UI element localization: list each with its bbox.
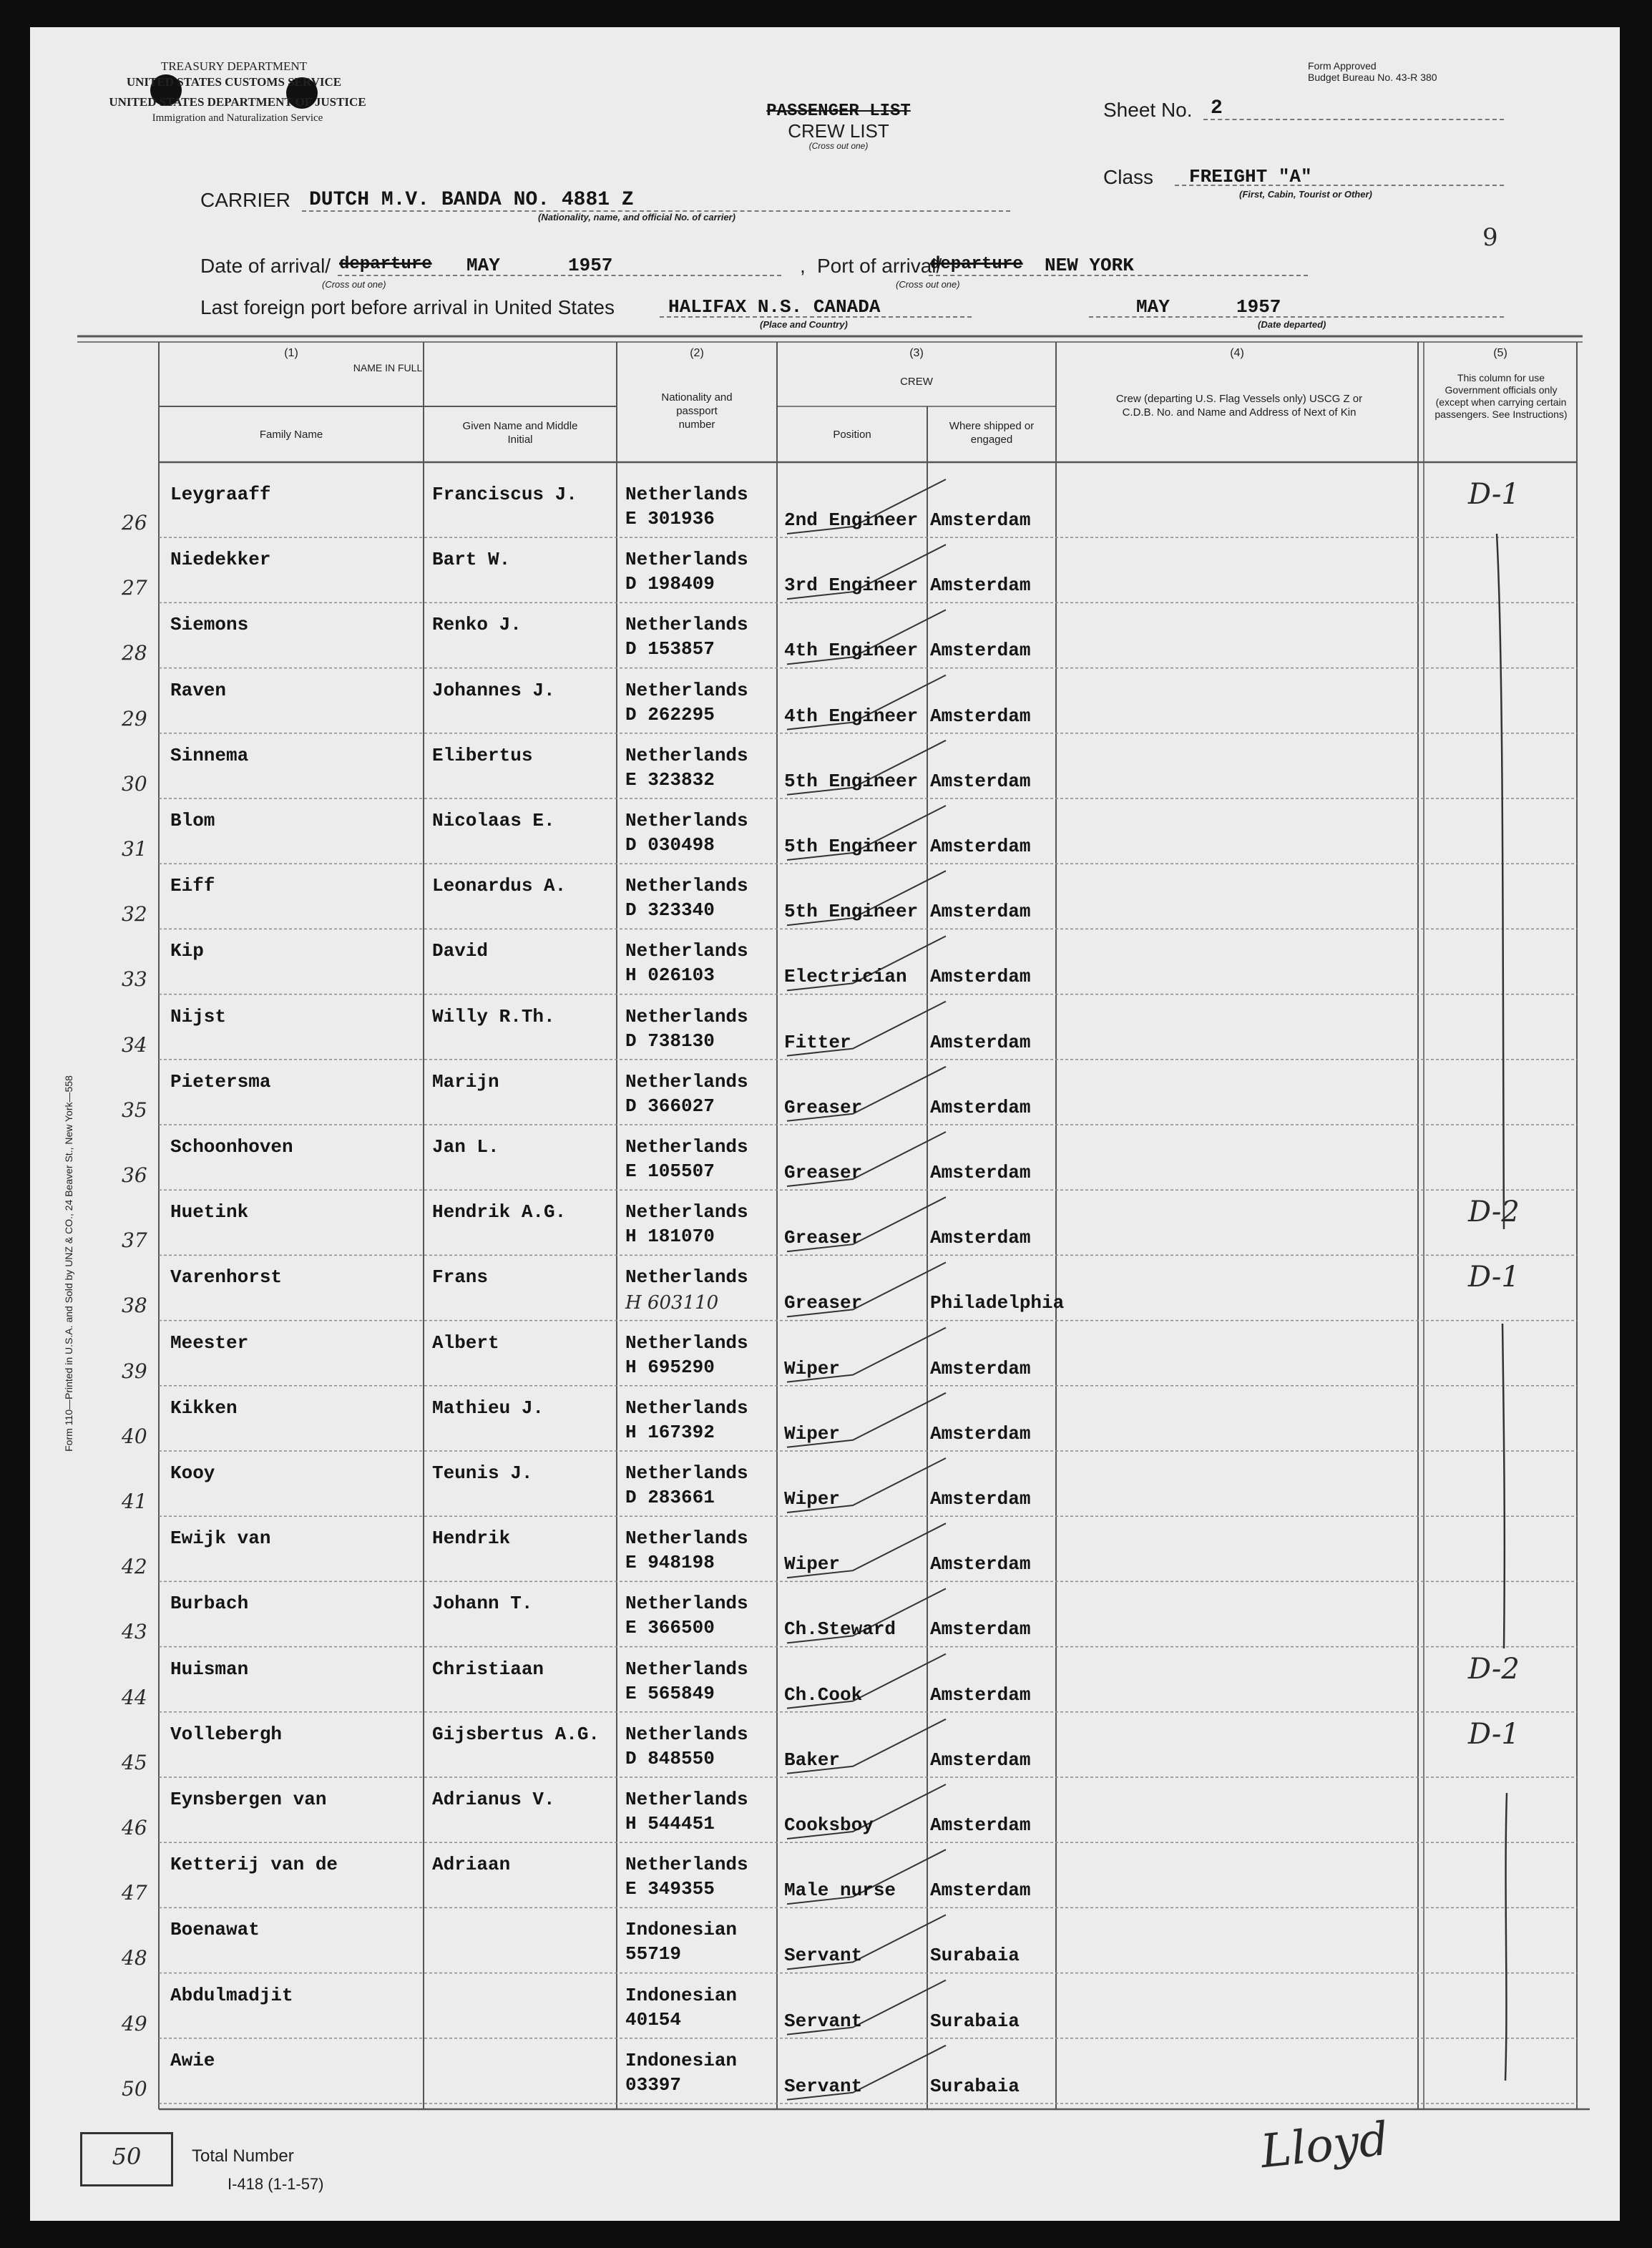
position-header: Position [833,429,871,441]
crew-position: Greaser [784,1227,863,1249]
family-name: Sinnema [170,744,249,766]
family-name: Leygraaff [170,484,271,505]
family-name: Ketterij van de [170,1854,338,1876]
crew-position: 5th Engineer [784,836,919,857]
row-number: 30 [122,771,147,796]
port-value: NEW YORK [1045,255,1134,276]
crew-position: 5th Engineer [784,770,919,792]
comma: , [800,255,806,277]
nationality: Netherlands [625,1331,748,1354]
side-imprint: Form 110—Printed in U.S.A. and Sold by UNZ & CO., 24 Beaver St., New York—558 [63,1075,74,1452]
passport-number: E 301936 [625,508,715,529]
given-name: Bart W. [432,549,511,571]
where-shipped: Amsterdam [930,1749,1031,1771]
crew-position: Servant [784,1945,863,1967]
nationality: Indonesian [625,1919,738,1941]
row-number: 38 [122,1294,147,1318]
passport-number: E 323832 [625,768,715,791]
family-name: Ewijk van [170,1528,271,1550]
family-name: Nijst [170,1005,227,1027]
nationality: Netherlands [625,1005,748,1027]
where-shipped: Surabaia [930,1945,1020,1967]
where-shipped: Amsterdam [930,1618,1031,1641]
crew-position: Ch.Steward [784,1618,896,1641]
col-1-header [159,346,617,375]
given-name: Renko J. [432,614,522,636]
given-name: Mathieu J. [432,1397,544,1419]
given-header: Given Name and Middle Initial [462,420,578,446]
total-box [80,2132,173,2186]
nationality: Netherlands [625,1070,748,1093]
family-name: Blom [170,810,215,831]
nationality: Indonesian [625,2049,738,2071]
crew-position: Greaser [784,1096,863,1118]
nationality: Netherlands [625,1789,748,1810]
passport-number: 55719 [625,1943,682,1965]
passport-number: H 603110 [625,1292,719,1314]
official-mark: D-2 [1468,1196,1520,1229]
crew-position: Servant [784,2075,863,2097]
crew-position: 4th Engineer [784,640,919,662]
departed-year: 1957 [1236,296,1281,318]
arrival-label: Date of arrival/ [200,255,331,277]
row-number: 33 [122,967,147,992]
col-4-num: (4) [1230,347,1244,359]
col-5-header: This column for use Government officials only (except when carrying certain passengers. See Instructions) [1434,372,1568,420]
crew-position: Wiper [784,1422,841,1445]
row-number: 44 [122,1685,147,1709]
port-label: Port of arrival/ [817,255,942,277]
where-shipped: Amsterdam [930,705,1031,727]
row-number: 36 [122,1163,147,1187]
row-number: 48 [122,1946,147,1970]
passport-number: D 323340 [625,899,715,922]
nationality: Netherlands [625,1723,748,1745]
port-note: (Cross out one) [896,279,960,290]
passport-number: E 105507 [625,1160,715,1182]
given-name: Johann T. [432,1593,533,1615]
row-number: 42 [122,1555,147,1579]
crew-position: 3rd Engineer [784,575,919,597]
title-note: (Cross out one) [808,141,869,151]
crew-position: Baker [784,1749,841,1771]
carrier-label: CARRIER [200,189,291,211]
nationality: Netherlands [625,549,748,571]
family-name: Boenawat [170,1919,260,1941]
carrier-value: DUTCH M.V. BANDA NO. 4881 Z [309,189,634,211]
family-name: Meester [170,1331,249,1354]
family-name: Vollebergh [170,1723,283,1745]
given-name: Johannes J. [432,679,555,701]
where-shipped: Amsterdam [930,836,1031,857]
where-shipped: Amsterdam [930,1488,1031,1510]
row-number: 27 [122,576,147,600]
crew-position: 4th Engineer [784,705,919,727]
given-name: Gijsbertus A.G. [432,1723,600,1745]
agency-line: TREASURY DEPARTMENT [160,59,308,73]
where-shipped: Amsterdam [930,770,1031,792]
nationality: Indonesian [625,1984,738,2006]
row-number: 32 [122,902,147,927]
given-name: Willy R.Th. [432,1005,555,1027]
passport-number: 40154 [625,2008,682,2030]
where-shipped: Amsterdam [930,640,1031,662]
nationality: Netherlands [625,744,748,766]
where-shipped: Amsterdam [930,1227,1031,1249]
crossed-title: PASSENGER LIST [766,102,911,121]
shipped-header: Where shipped or engaged [949,420,1035,446]
nationality: Netherlands [625,1397,748,1419]
row-number: 47 [122,1881,147,1905]
row-number: 26 [122,511,147,534]
nationality: Netherlands [625,1593,748,1615]
passport-number: D 283661 [625,1487,715,1508]
row-number: 49 [122,2011,147,2036]
passport-number: H 544451 [625,1813,715,1834]
given-name: Albert [432,1331,499,1354]
passport-number: D 198409 [625,573,715,595]
crew-position: Cooksboy [784,1814,874,1836]
family-name: Varenhorst [170,1266,283,1289]
col-2-num: (2) [690,347,704,359]
crew-position: Wiper [784,1357,841,1379]
row-number: 37 [122,1228,147,1253]
given-name: Elibertus [432,744,533,766]
family-name: Kikken [170,1397,238,1419]
passport-number: D 262295 [625,703,715,725]
row-number: 34 [122,1032,147,1057]
col-4-header: Crew (departing U.S. Flag Vessels only) USCG Z or C.D.B. No. and Name and Address of Next of Kin [1115,393,1363,419]
nationality: Netherlands [625,940,748,962]
family-name: Eynsbergen van [170,1789,327,1810]
sheet-value: 2 [1211,97,1223,119]
where-shipped: Amsterdam [930,509,1031,531]
family-name: Huetink [170,1201,249,1223]
passport-number: H 167392 [625,1421,715,1443]
row-number: 28 [122,641,147,665]
passport-number: D 848550 [625,1747,715,1769]
passport-number: H 026103 [625,964,715,987]
where-shipped: Amsterdam [930,1031,1031,1053]
class-value: FREIGHT "A" [1189,166,1312,187]
agency-line: Immigration and Naturalization Service [152,112,323,124]
given-name: Teunis J. [432,1462,533,1484]
form-number: I-418 (1-1-57) [228,2175,324,2193]
passport-number: E 948198 [625,1552,715,1574]
given-name: Nicolaas E. [432,810,555,831]
title-text: CREW LIST [788,120,889,142]
where-shipped: Surabaia [930,2075,1020,2097]
where-shipped: Amsterdam [930,575,1031,597]
agency-line: UNITED STATES DEPARTMENT OF JUSTICE [109,95,366,109]
row-number: 41 [122,1490,147,1513]
row-number: 50 [122,2076,147,2101]
passport-number: D 030498 [625,834,715,856]
lastport-note: (Place and Country) [760,319,848,330]
where-shipped: Amsterdam [930,1096,1031,1118]
row-number: 40 [122,1424,147,1448]
agency-line: UNITED STATES CUSTOMS SERVICE [126,75,342,89]
passport-number: E 349355 [625,1878,715,1900]
crew-position: Greaser [784,1162,863,1183]
col-num: (1) [284,347,298,359]
row-number: 46 [122,1816,147,1839]
where-shipped: Amsterdam [930,1162,1031,1183]
page-mark: 9 [1482,223,1498,252]
official-mark: D-1 [1468,1717,1520,1751]
carrier-note: (Nationality, name, and official No. of carrier) [538,212,735,223]
nationality: Netherlands [625,1201,748,1223]
family-name: Siemons [170,614,249,636]
lastport-label: Last foreign port before arrival in United States [200,296,615,318]
nationality: Netherlands [625,1528,748,1550]
sheet-label: Sheet No. [1103,99,1193,121]
nationality: Netherlands [625,1854,748,1876]
passport-number: 03397 [625,2073,682,2096]
given-name: Adriaan [432,1854,511,1876]
crew-position: Male nurse [784,1880,896,1902]
nationality: Netherlands [625,484,748,505]
official-mark: D-1 [1468,478,1520,511]
passport-number: H 181070 [625,1226,715,1248]
crew-position: Greaser [784,1292,863,1314]
family-name: Schoonhoven [170,1136,293,1158]
family-name: Burbach [170,1593,249,1615]
nationality: Netherlands [625,875,748,897]
crew-list-form [30,27,1620,2221]
passport-number: H 695290 [625,1356,715,1378]
given-name: Hendrik A.G. [432,1201,567,1223]
where-shipped: Amsterdam [930,1422,1031,1445]
lastport-value: HALIFAX N.S. CANADA [668,296,881,318]
row-number: 39 [122,1359,147,1383]
port-crossed: departure [930,255,1023,274]
where-shipped: Amsterdam [930,966,1031,988]
crew-position: Servant [784,2010,863,2032]
total-label: Total Number [192,2146,294,2166]
approved-line: Form Approved [1308,60,1377,72]
class-note: (First, Cabin, Tourist or Other) [1239,189,1372,200]
given-name: Frans [432,1266,489,1289]
row-number: 45 [122,1750,147,1774]
total-value: 50 [112,2143,142,2170]
col-3-num: (3) [909,347,924,359]
crew-position: 2nd Engineer [784,509,919,531]
signature: Lloyd [1258,2112,1392,2179]
family-name: Huisman [170,1658,249,1680]
crew-position: Electrician [784,966,907,988]
where-shipped: Amsterdam [930,1357,1031,1379]
departed-note: (Date departed) [1258,319,1326,330]
where-shipped: Amsterdam [930,1814,1031,1836]
arrival-month: MAY [466,255,500,276]
departed-month: MAY [1136,296,1170,318]
nationality: Netherlands [625,1266,748,1289]
crew-position: Fitter [784,1031,851,1053]
official-mark: D-2 [1468,1652,1520,1686]
where-shipped: Amsterdam [930,1880,1031,1902]
passport-number: E 565849 [625,1682,715,1704]
passport-number: E 366500 [625,1617,715,1639]
nationality: Netherlands [625,810,748,831]
given-name: Christiaan [432,1658,544,1680]
crew-position: Wiper [784,1488,841,1510]
crew-position: Ch.Cook [784,1683,863,1706]
nationality: Netherlands [625,679,748,701]
arrival-crossed: departure [339,255,432,274]
class-label: Class [1103,166,1154,188]
nationality: Netherlands [625,1658,748,1680]
row-number: 31 [122,837,147,861]
arrival-year: 1957 [568,255,613,276]
family-name: Niedekker [170,549,271,571]
where-shipped: Amsterdam [930,1553,1031,1575]
crew-header: CREW [900,376,933,388]
row-number: 35 [122,1098,147,1122]
official-mark: D-1 [1468,1261,1520,1294]
family-name: Kooy [170,1462,215,1484]
nationality-header: Nationality and passport number [661,391,733,431]
family-header: Family Name [259,429,323,441]
where-shipped: Surabaia [930,2010,1020,2032]
where-shipped: Philadelphia [930,1292,1065,1314]
passport-number: D 738130 [625,1030,715,1052]
given-name: Hendrik [432,1528,511,1550]
row-number: 43 [122,1620,147,1644]
arrival-note: (Cross out one) [322,279,386,290]
given-name: David [432,940,489,962]
family-name: Abdulmadjit [170,1984,293,2006]
crew-position: 5th Engineer [784,901,919,923]
where-shipped: Amsterdam [930,1683,1031,1706]
passport-number: D 366027 [625,1095,715,1117]
approved-line: Budget Bureau No. 43-R 380 [1308,72,1437,83]
nationality: Netherlands [625,1136,748,1158]
given-name: Adrianus V. [432,1789,555,1810]
given-name: Franciscus J. [432,484,577,505]
col-5-num: (5) [1493,347,1507,359]
where-shipped: Amsterdam [930,901,1031,923]
given-name: Marijn [432,1070,499,1093]
family-name: Kip [170,940,204,962]
family-name: Awie [170,2049,215,2071]
family-name: Raven [170,679,227,701]
crew-position: Wiper [784,1553,841,1575]
given-name: Leonardus A. [432,875,567,897]
family-name: Eiff [170,875,215,897]
col-title: NAME IN FULL [353,362,423,373]
nationality: Netherlands [625,1462,748,1484]
given-name: Jan L. [432,1136,499,1158]
nationality: Netherlands [625,614,748,636]
family-name: Pietersma [170,1070,271,1093]
row-number: 29 [122,706,147,730]
passport-number: D 153857 [625,638,715,660]
